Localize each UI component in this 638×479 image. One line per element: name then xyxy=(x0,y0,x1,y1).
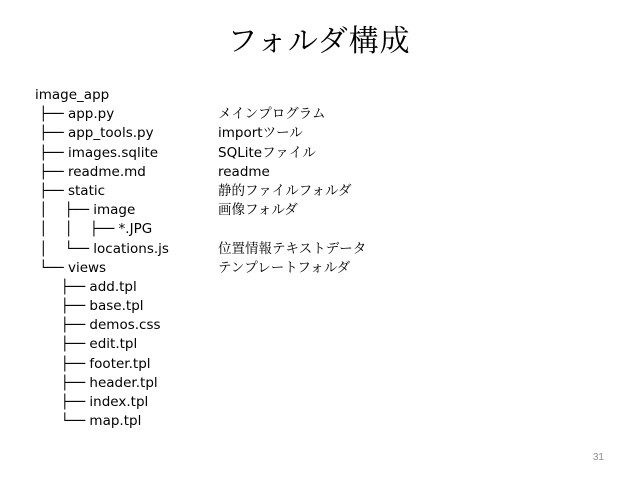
folder-tree xyxy=(35,86,235,431)
tree-item-add-tpl: ├── add.tpl xyxy=(35,278,137,295)
desc-image-folder: 画像フォルダ xyxy=(218,202,298,219)
desc-template-folder: テンプレートフォルダ xyxy=(218,259,351,276)
desc-import-tool: importツール xyxy=(218,125,303,142)
desc-blank xyxy=(218,220,518,239)
tree-item-jpg: │ │ ├── *.JPG xyxy=(35,221,153,238)
desc-readme: readme xyxy=(218,163,270,180)
tree-item-image-app: image_app xyxy=(35,87,110,103)
tree-item-images-sqlite: ├── images.sqlite xyxy=(35,144,159,161)
tree-item-image: │ ├── image xyxy=(35,202,136,219)
desc-static-folder: 静的ファイルフォルダ xyxy=(218,182,352,199)
tree-item-static: ├── static xyxy=(35,182,106,199)
tree-item-locations-js: │ └── locations.js xyxy=(35,240,169,257)
desc-location-data: 位置情報テキストデータ xyxy=(218,240,367,257)
tree-item-base-tpl: ├── base.tpl xyxy=(35,298,144,315)
tree-item-app-tools-py: ├── app_tools.py xyxy=(35,125,154,142)
tree-item-demos-css: ├── demos.css xyxy=(35,317,161,334)
descriptions xyxy=(218,105,518,278)
tree-item-map-tpl: └── map.tpl xyxy=(35,413,142,430)
tree-item-app-py: ├── app.py xyxy=(35,106,115,123)
tree-item-views: └── views xyxy=(35,259,107,276)
tree-item-footer-tpl: ├── footer.tpl xyxy=(35,355,151,372)
slide-title: フォルダ構成 xyxy=(227,24,411,59)
tree-item-header-tpl: ├── header.tpl xyxy=(35,374,158,391)
tree-item-readme-md: ├── readme.md xyxy=(35,163,146,180)
page-number: 31 xyxy=(592,452,604,463)
tree-item-edit-tpl: ├── edit.tpl xyxy=(35,336,138,353)
desc-sqlite-file: SQLiteファイル xyxy=(218,144,316,161)
tree-item-index-tpl: ├── index.tpl xyxy=(35,394,149,410)
desc-main-program: メインプログラム xyxy=(218,106,326,123)
